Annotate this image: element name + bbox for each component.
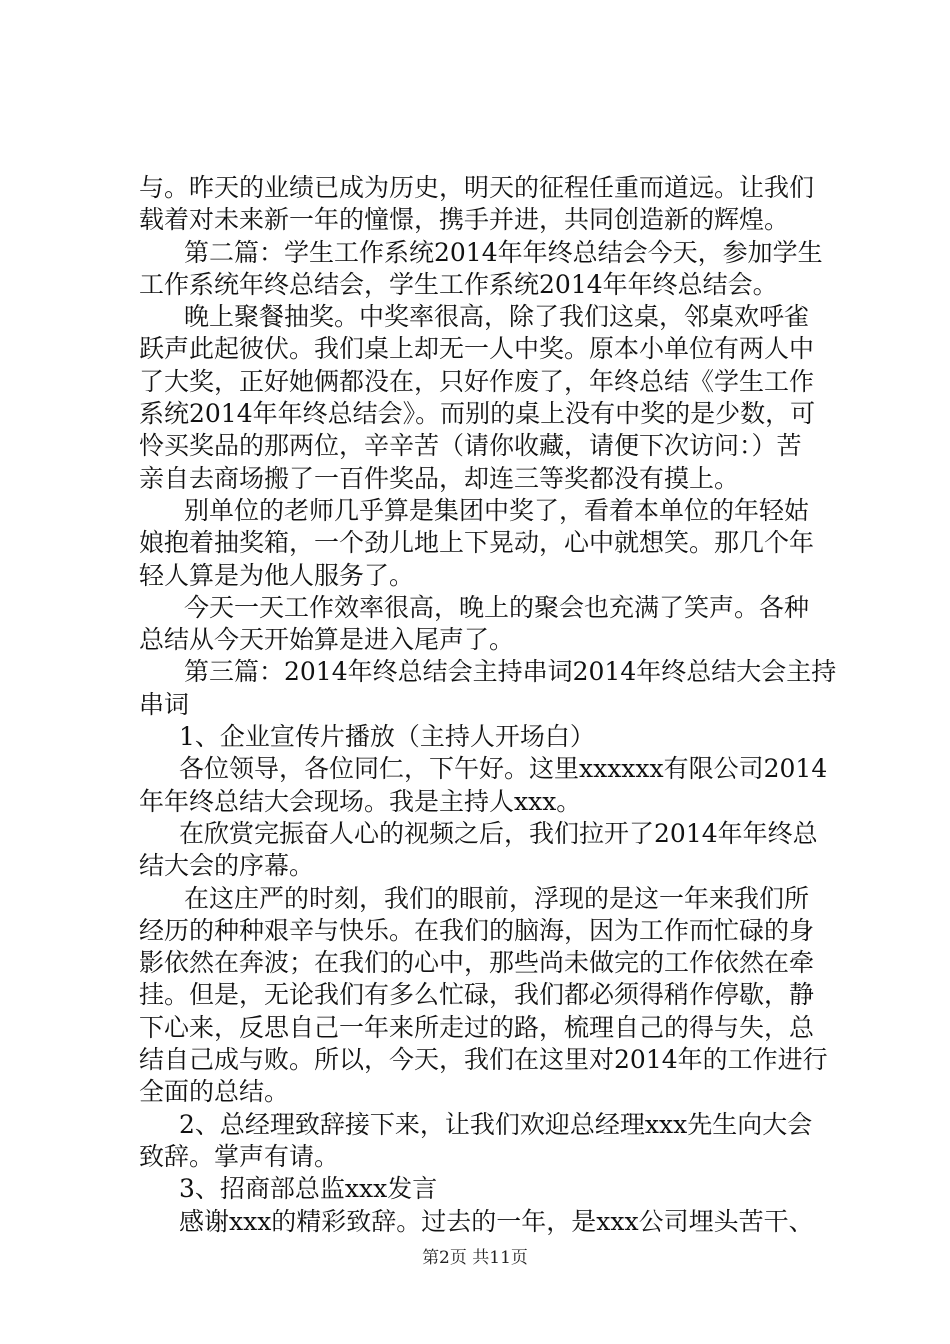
text-line: 今天一天工作效率很高，晚上的聚会也充满了笑声。各种 (184, 592, 810, 622)
text-line: 3、招商部总监xxx发言 (179, 1174, 438, 1204)
text-line: 感谢xxx的精彩致辞。过去的一年，是xxx公司埋头苦干、 (179, 1206, 814, 1236)
text-line: 结自己成与败。所以，今天，我们在这里对2014年的工作进行 (139, 1045, 828, 1075)
text-line: 经历的种种艰辛与快乐。在我们的脑海，因为工作而忙碌的身 (139, 915, 815, 945)
text-line: 轻人算是为他人服务了。 (139, 560, 415, 590)
text-line: 挂。但是，无论我们有多么忙碌，我们都必须得稍作停歇，静 (139, 980, 815, 1010)
text-line: 别单位的老师几乎算是集团中奖了，看着本单位的年轻姑 (184, 495, 810, 525)
text-line: 结大会的序幕。 (139, 851, 315, 881)
text-line: 晚上聚餐抽奖。中奖率很高，除了我们这桌，邻桌欢呼雀 (184, 302, 810, 332)
text-line: 串词 (139, 689, 190, 719)
text-line: 第三篇：2014年终总结会主持串词2014年终总结大会主持 (184, 657, 837, 687)
text-line: 跃声此起彼伏。我们桌上却无一人中奖。原本小单位有两人中 (139, 334, 815, 364)
text-line: 了大奖，正好她俩都没在，只好作废了，年终总结《学生工作 (139, 366, 815, 396)
text-line: 娘抱着抽奖箱，一个劲儿地上下晃动，心中就想笑。那几个年 (139, 528, 815, 558)
text-line: 在这庄严的时刻，我们的眼前，浮现的是这一年来我们所 (184, 883, 810, 913)
text-line: 亲自去商场搬了一百件奖品，却连三等奖都没有摸上。 (139, 463, 740, 493)
text-line: 2、总经理致辞接下来，让我们欢迎总经理xxx先生向大会 (179, 1109, 813, 1139)
text-line: 怜买奖品的那两位，辛辛苦（请你收藏，请便下次访问：）苦 (139, 431, 802, 461)
text-line: 致辞。掌声有请。 (139, 1141, 340, 1171)
text-line: 工作系统年终总结会，学生工作系统2014年年终总结会。 (139, 269, 778, 299)
text-line: 载着对未来新一年的憧憬，携手并进，共同创造新的辉煌。 (139, 205, 790, 235)
text-line: 总结从今天开始算是进入尾声了。 (139, 625, 515, 655)
text-line: 全面的总结。 (139, 1077, 290, 1107)
text-line: 在欣赏完振奋人心的视频之后，我们拉开了2014年年终总 (179, 818, 818, 848)
text-line: 与。昨天的业绩已成为历史，明天的征程任重而道远。让我们 (139, 173, 815, 202)
text-line: 1、企业宣传片播放（主持人开场白） (179, 722, 595, 752)
text-line: 系统2014年年终总结会》。而别的桌上没有中奖的是少数，可 (139, 399, 816, 429)
text-line: 各位领导，各位同仁，下午好。这里xxxxxx有限公司2014 (179, 754, 828, 784)
document-body (139, 172, 839, 1238)
text-line: 影依然在奔波；在我们的心中，那些尚未做完的工作依然在牵 (139, 948, 815, 978)
page-number-footer: 第2页 共11页 (422, 1248, 528, 1268)
text-line: 下心来，反思自己一年来所走过的路，梳理自己的得与失，总 (139, 1012, 815, 1042)
text-line: 第二篇：学生工作系统2014年年终总结会今天，参加学生 (184, 237, 823, 267)
text-line: 年年终总结大会现场。我是主持人xxx。 (139, 786, 582, 816)
